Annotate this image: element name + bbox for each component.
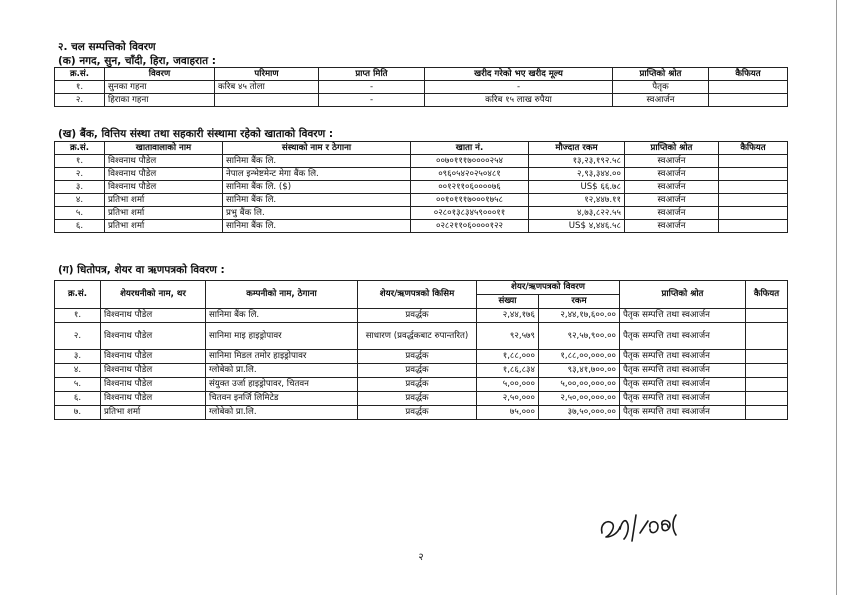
amount-cell: १,८८,००,०००.०० xyxy=(539,350,620,364)
account-number-cell: ००१२११०६००००७६ xyxy=(411,181,529,194)
table-row xyxy=(55,378,788,392)
account-number-cell: ०२८२११०६००००१२२ xyxy=(411,220,529,233)
quantity-cell: करिब ४५ तोला xyxy=(215,81,319,94)
holder-cell: विश्वनाथ पौडेल xyxy=(105,155,223,168)
holder-cell: विश्वनाथ पौडेल xyxy=(101,378,206,392)
page-edge xyxy=(836,0,837,595)
source-cell: स्वआर्जन xyxy=(625,168,719,181)
balance-cell: US$ ६६.७८ xyxy=(529,181,625,194)
count-cell: ९२,५७९ xyxy=(477,323,539,350)
table-row xyxy=(55,309,788,323)
remarks-cell xyxy=(709,81,788,94)
source-cell: स्वआर्जन xyxy=(625,207,719,220)
table-row xyxy=(55,181,788,194)
source-cell: पैतृक सम्पत्ति तथा स्वआर्जन xyxy=(620,309,746,323)
holder-cell: विश्वनाथ पौडेल xyxy=(105,181,223,194)
holder-cell: प्रतिभा शर्मा xyxy=(105,207,223,220)
remarks-cell xyxy=(709,94,788,107)
column-header: कम्पनीको नाम, ठेगाना xyxy=(206,281,358,309)
page-number: २ xyxy=(418,552,424,563)
column-header: कैफियत xyxy=(709,68,788,81)
column-header: प्राप्तिको श्रोत xyxy=(625,142,719,155)
column-header: शेयर/ऋणपत्रको विवरण xyxy=(477,281,620,295)
remarks-cell xyxy=(746,406,788,420)
balance-cell: २,९३,३४४.०० xyxy=(529,168,625,181)
remarks-cell xyxy=(746,350,788,364)
balance-cell: १२,४४७.११ xyxy=(529,194,625,207)
amount-cell: ३७,५०,०००.०० xyxy=(539,406,620,420)
table-row xyxy=(55,220,788,233)
remarks-cell xyxy=(719,181,788,194)
table-row xyxy=(55,207,788,220)
source-cell: पैतृक सम्पत्ति तथा स्वआर्जन xyxy=(620,378,746,392)
serial-cell: २. xyxy=(55,168,105,181)
column-header: प्राप्तिको श्रोत xyxy=(613,68,709,81)
remarks-cell xyxy=(746,323,788,350)
share-type-cell: प्रवर्द्धक xyxy=(358,364,477,378)
share-type-cell: प्रवर्द्धक xyxy=(358,392,477,406)
column-header: विवरण xyxy=(105,68,215,81)
holder-cell: प्रतिभा शर्मा xyxy=(101,406,206,420)
sub-column-header: रकम xyxy=(539,295,620,309)
source-cell: पैतृक सम्पत्ति तथा स्वआर्जन xyxy=(620,350,746,364)
bank-accounts-table xyxy=(54,141,788,233)
share-type-cell: प्रवर्द्धक xyxy=(358,406,477,420)
amount-cell: २,५०,००,०००.०० xyxy=(539,392,620,406)
source-cell: पैतृक सम्पत्ति तथा स्वआर्जन xyxy=(620,392,746,406)
holder-cell: विश्वनाथ पौडेल xyxy=(101,323,206,350)
company-cell: सानिमा मिडल तमोर हाइड्रोपावर xyxy=(206,350,358,364)
column-header: क्र.सं. xyxy=(55,281,101,309)
amount-cell: २,४४,१७,६००.०० xyxy=(539,309,620,323)
holder-cell: प्रतिभा शर्मा xyxy=(105,194,223,207)
column-header: कैफियत xyxy=(746,281,788,309)
column-header: कैफियत xyxy=(719,142,788,155)
holder-cell: विश्वनाथ पौडेल xyxy=(101,350,206,364)
amount-cell: ९३,४१,७००.०० xyxy=(539,364,620,378)
section-title: २. चल सम्पत्तिको विवरण xyxy=(58,41,156,53)
price-cell: करिब १५ लाख रुपैया xyxy=(425,94,613,107)
remarks-cell xyxy=(719,168,788,181)
count-cell: २,५०,००० xyxy=(477,392,539,406)
balance-cell: ४,७३,८२२.५५ xyxy=(529,207,625,220)
column-header: खातावालाको नाम xyxy=(105,142,223,155)
amount-cell: ५,००,००,०००.०० xyxy=(539,378,620,392)
table-row xyxy=(55,94,788,107)
column-header: क्र.सं. xyxy=(55,142,105,155)
share-type-cell: प्रवर्द्धक xyxy=(358,378,477,392)
account-number-cell: ००१०१११७०००१७५८ xyxy=(411,194,529,207)
serial-cell: २. xyxy=(55,323,101,350)
account-number-cell: ०९६०५४२०२५०४८१ xyxy=(411,168,529,181)
company-cell: सानिमा माइ हाइड्रोपावर xyxy=(206,323,358,350)
quantity-cell xyxy=(215,94,319,107)
share-type-cell: प्रवर्द्धक xyxy=(358,309,477,323)
serial-cell: १. xyxy=(55,309,101,323)
column-header: प्राप्तिको श्रोत xyxy=(620,281,746,309)
column-header: खाता नं. xyxy=(411,142,529,155)
remarks-cell xyxy=(746,309,788,323)
table-row xyxy=(55,392,788,406)
table-b-heading: (ख) बैंक, वित्तिय संस्था तथा सहकारी संस्थामा रहेको खाताको विवरण : xyxy=(58,128,334,140)
column-header: शेयर/ऋणपत्रको किसिम xyxy=(358,281,477,309)
description-cell: हिराका गहना xyxy=(105,94,215,107)
count-cell: ५,००,००० xyxy=(477,378,539,392)
company-cell: चितवन इनर्जि लिमिटेड xyxy=(206,392,358,406)
source-cell: स्वआर्जन xyxy=(613,94,709,107)
holder-cell: विश्वनाथ पौडेल xyxy=(101,309,206,323)
table-row xyxy=(55,406,788,420)
serial-cell: ७. xyxy=(55,406,101,420)
date-cell: - xyxy=(319,81,425,94)
description-cell: सुनका गहना xyxy=(105,81,215,94)
column-header: प्राप्त मिति xyxy=(319,68,425,81)
sub-column-header: संख्या xyxy=(477,295,539,309)
source-cell: पैतृक सम्पत्ति तथा स्वआर्जन xyxy=(620,364,746,378)
serial-cell: १. xyxy=(55,81,105,94)
remarks-cell xyxy=(719,155,788,168)
table-row xyxy=(55,194,788,207)
institution-cell: सानिमा बैंक लि. xyxy=(223,220,411,233)
source-cell: पैतृक xyxy=(613,81,709,94)
account-number-cell: ००७०१११७००००२५४ xyxy=(411,155,529,168)
remarks-cell xyxy=(746,364,788,378)
serial-cell: २. xyxy=(55,94,105,107)
company-cell: संयुक्त उर्जा हाइड्रोपावर, चितवन xyxy=(206,378,358,392)
column-header: शेयरधनीको नाम, थर xyxy=(101,281,206,309)
price-cell: - xyxy=(425,81,613,94)
company-cell: ग्लोबेको प्रा.लि. xyxy=(206,406,358,420)
source-cell: पैतृक सम्पत्ति तथा स्वआर्जन xyxy=(620,406,746,420)
cash-gold-table xyxy=(54,67,788,107)
institution-cell: सानिमा बैंक लि. ($) xyxy=(223,181,411,194)
serial-cell: १. xyxy=(55,155,105,168)
table-row xyxy=(55,350,788,364)
serial-cell: ३. xyxy=(55,181,105,194)
table-a-heading: (क) नगद, सुन, चाँदी, हिरा, जवाहरात : xyxy=(58,55,216,67)
share-type-cell: प्रवर्द्धक xyxy=(358,350,477,364)
remarks-cell xyxy=(746,378,788,392)
count-cell: ७५,००० xyxy=(477,406,539,420)
count-cell: २,४४,१७६ xyxy=(477,309,539,323)
remarks-cell xyxy=(746,392,788,406)
serial-cell: ४. xyxy=(55,364,101,378)
serial-cell: ५. xyxy=(55,378,101,392)
date-cell: - xyxy=(319,94,425,107)
table-row xyxy=(55,81,788,94)
count-cell: १,८८,००० xyxy=(477,350,539,364)
table-c-heading: (ग) धितोपत्र, शेयर वा ऋणपत्रको विवरण : xyxy=(58,264,225,276)
balance-cell: US$ ४,४४६.५८ xyxy=(529,220,625,233)
source-cell: स्वआर्जन xyxy=(625,155,719,168)
institution-cell: सानिमा बैंक लि. xyxy=(223,155,411,168)
holder-cell: विश्वनाथ पौडेल xyxy=(101,392,206,406)
column-header: क्र.सं. xyxy=(55,68,105,81)
source-cell: स्वआर्जन xyxy=(625,181,719,194)
remarks-cell xyxy=(719,220,788,233)
amount-cell: ९२,५७,९००.०० xyxy=(539,323,620,350)
handwritten-signature xyxy=(596,503,686,545)
table-row xyxy=(55,155,788,168)
serial-cell: ५. xyxy=(55,207,105,220)
holder-cell: विश्वनाथ पौडेल xyxy=(101,364,206,378)
table-row xyxy=(55,168,788,181)
source-cell: पैतृक सम्पत्ति तथा स्वआर्जन xyxy=(620,323,746,350)
share-type-cell: साधारण (प्रवर्द्धकबाट रुपान्तरित) xyxy=(358,323,477,350)
column-header: परिमाण xyxy=(215,68,319,81)
table-row xyxy=(55,364,788,378)
serial-cell: ३. xyxy=(55,350,101,364)
company-cell: सानिमा बैंक लि. xyxy=(206,309,358,323)
count-cell: १,८६,८३४ xyxy=(477,364,539,378)
table-row xyxy=(55,323,788,350)
holder-cell: विश्वनाथ पौडेल xyxy=(105,168,223,181)
institution-cell: नेपाल इन्भेष्टमेन्ट मेगा बैंक लि. xyxy=(223,168,411,181)
source-cell: स्वआर्जन xyxy=(625,194,719,207)
source-cell: स्वआर्जन xyxy=(625,220,719,233)
column-header: मौज्दात रकम xyxy=(529,142,625,155)
column-header: खरीद गरेको भए खरीद मूल्य xyxy=(425,68,613,81)
company-cell: ग्लोबेको प्रा.लि. xyxy=(206,364,358,378)
serial-cell: ६. xyxy=(55,392,101,406)
balance-cell: १३,२३,१९२.५८ xyxy=(529,155,625,168)
shares-table xyxy=(54,280,788,420)
serial-cell: ६. xyxy=(55,220,105,233)
holder-cell: प्रतिभा शर्मा xyxy=(105,220,223,233)
institution-cell: प्रभु बैंक लि. xyxy=(223,207,411,220)
remarks-cell xyxy=(719,194,788,207)
serial-cell: ४. xyxy=(55,194,105,207)
account-number-cell: ०२८०१३८३४५९०००११ xyxy=(411,207,529,220)
institution-cell: सानिमा बैंक लि. xyxy=(223,194,411,207)
remarks-cell xyxy=(719,207,788,220)
column-header: संस्थाको नाम र ठेगाना xyxy=(223,142,411,155)
